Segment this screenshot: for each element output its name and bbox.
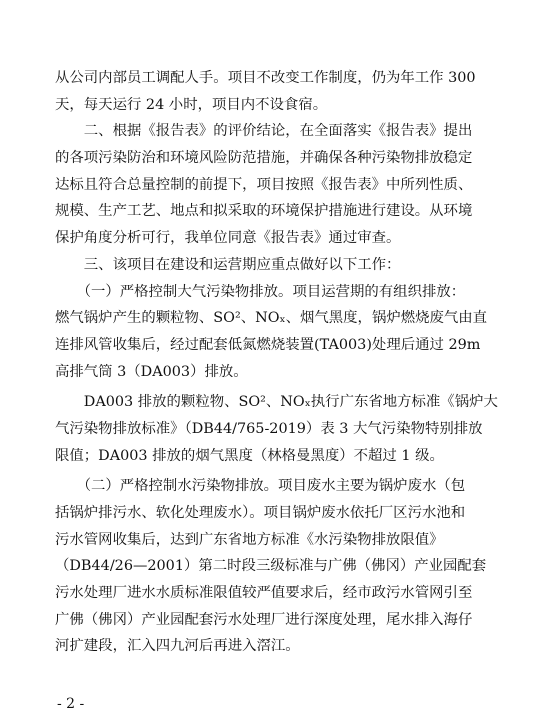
text-line: （二）严格控制水污染物排放。项目废水主要为锅炉废水（包: [55, 478, 466, 495]
text-line: 燃气锅炉产生的颗粒物、SO²、NOₓ、烟气黑度，锅炉燃烧废气由直: [55, 310, 488, 327]
text-line: 气污染物排放标准》（DB44/765-2019）表 3 大气污染物特别排放: [55, 420, 483, 437]
text-line: 二、根据《报告表》的评价结论，在全面落实《报告表》提出: [55, 123, 473, 140]
text-line: 限值；DA003 排放的烟气黑度（林格曼黑度）不超过 1 级。: [55, 447, 444, 464]
text-line: （一）严格控制大气污染物排放。项目运营期的有组织排放：: [55, 283, 466, 300]
text-line: 河扩建段，汇入四九河后再进入滘江。: [55, 638, 300, 655]
text-line: DA003 排放的颗粒物、SO²、NOₓ执行广东省地方标准《锅炉大: [55, 394, 498, 411]
document-body: [55, 65, 498, 660]
text-line: 从公司内部员工调配人手。项目不改变工作制度，仍为年工作 300: [55, 70, 476, 86]
text-line: 高排气筒 3（DA003）排放。: [55, 363, 248, 380]
text-line: 污水管网收集后，达到广东省地方标准《水污染物排放限值》: [55, 531, 444, 548]
text-line: 的各项污染防治和环境风险防范措施，并确保各种污染物排放稳定: [55, 150, 473, 167]
text-line: 括锅炉排污水、软化处理废水）。项目锅炉废水依托厂区污水池和: [55, 505, 466, 521]
text-line: 污水处理厂进水水质标准限值较严值要求后，经市政污水管网引至: [55, 585, 473, 602]
text-line: 规模、生产工艺、地点和拟采取的环境保护措施进行建设。从环境: [55, 203, 473, 220]
page-number: - 2 -: [57, 696, 85, 712]
text-line: 广佛（佛冈）产业园配套污水处理厂进行深度处理，尾水排入海仔: [55, 611, 473, 628]
text-line: 保护角度分析可行，我单位同意《报告表》通过审查。: [55, 230, 401, 247]
text-line: 达标且符合总量控制的前提下，项目按照《报告表》中所列性质、: [55, 176, 473, 193]
text-line: 三、该项目在建设和运营期应重点做好以下工作：: [55, 256, 401, 273]
text-line: 连排风管收集后，经过配套低氮燃烧装置(TA003)处理后通过 29m: [55, 336, 481, 353]
text-line: 天，每天运行 24 小时，项目内不设食宿。: [55, 96, 328, 113]
text-line: （DB44/26—2001）第二时段三级标准与广佛（佛冈）产业园配套: [55, 558, 487, 575]
